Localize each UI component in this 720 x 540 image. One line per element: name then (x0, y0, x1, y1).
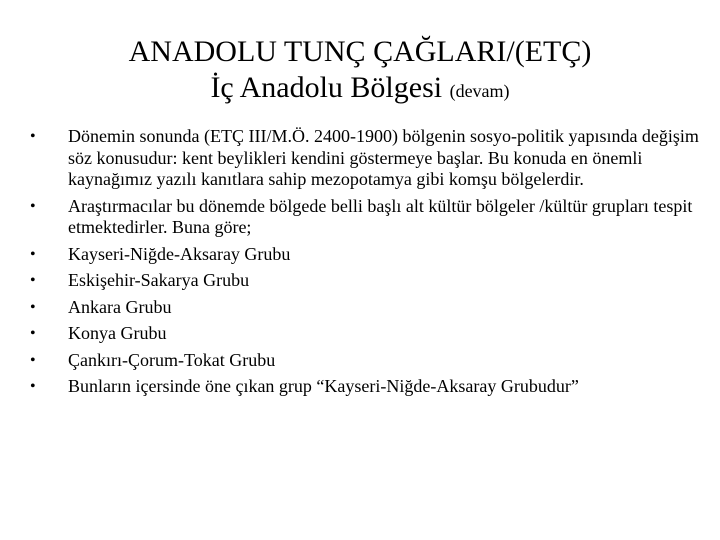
bullet-text: Bunların içersinde öne çıkan grup “Kayseri-Niğde-Aksaray Grubudur” (68, 376, 579, 396)
bullet-marker: • (30, 298, 36, 316)
slide-body (30, 126, 700, 403)
title-line-2 (0, 70, 720, 109)
bullet-text: Eskişehir-Sakarya Grubu (68, 270, 250, 290)
bullet-marker: • (30, 197, 36, 215)
bullet-item (30, 297, 700, 319)
bullet-item (30, 244, 700, 266)
title-line-2-main: İç Anadolu Bölgesi (210, 71, 450, 104)
title-line-2-suffix: (devam) (449, 81, 510, 101)
bullet-text: Konya Grubu (68, 323, 167, 343)
bullet-marker: • (30, 378, 36, 395)
title-line-1: ANADOLU TUNÇ ÇAĞLARI/(ETÇ) (128, 35, 592, 68)
bullet-text: Araştırmacılar bu dönemde bölgede belli başlı alt kültür bölgeler /kültür grupları tespit etmektedirler. Buna göre; (68, 195, 693, 237)
bullet-marker: • (30, 325, 36, 342)
bullet-item (30, 323, 700, 345)
slide-title (0, 34, 720, 109)
bullet-item (30, 376, 700, 398)
bullet-item (30, 196, 700, 239)
bullet-text: Ankara Grubu (68, 296, 172, 317)
bullet-text: Dönemin sonunda (ETÇ III/M.Ö. 2400-1900) bölgenin sosyo-politik yapısında değişim söz konusudur: kent beylikleri kendini göstermeye başlar. Bu konuda en önemli kaynağımız yazılı kanıtlara sahip mezopotamya gibi komşu bölgelerdir. (68, 126, 699, 189)
bullet-marker: • (30, 128, 36, 145)
bullet-marker: • (30, 272, 36, 289)
bullet-item (30, 350, 700, 372)
bullet-list (30, 126, 700, 398)
bullet-marker: • (30, 351, 36, 369)
bullet-text: Çankırı-Çorum-Tokat Grubu (68, 349, 276, 370)
bullet-marker: • (30, 245, 36, 263)
bullet-text: Kayseri-Niğde-Aksaray Grubu (68, 243, 291, 264)
bullet-item (30, 126, 700, 191)
bullet-item (30, 270, 700, 292)
